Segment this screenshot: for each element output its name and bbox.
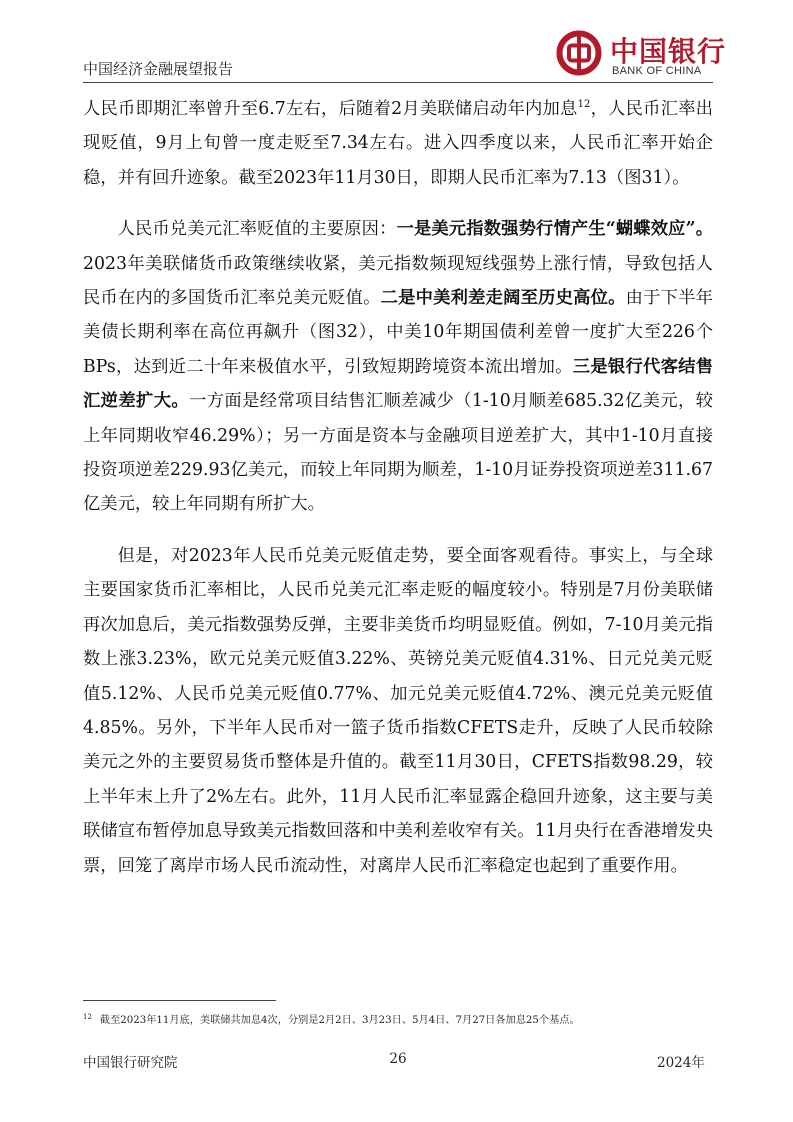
bold-key-point: 三是银行代客结售汇逆差扩大。: [83, 356, 713, 412]
page-number: 26: [389, 1051, 407, 1067]
paragraph: [83, 212, 713, 522]
logo-chinese-name: 中国银行: [610, 35, 727, 68]
paragraph: [83, 539, 713, 883]
report-title: 中国经济金融展望报告: [83, 60, 234, 78]
bank-of-china-emblem-icon: [556, 30, 602, 76]
footnote-reference: 12: [577, 99, 591, 111]
logo-english-name: BANK OF CHINA: [612, 65, 702, 77]
footnote: [83, 1011, 723, 1026]
text-segment: 人民币即期汇率曾升至6.7左右，后随着2月美联储启动年内加息: [83, 99, 578, 119]
footnote-divider: [83, 1000, 276, 1001]
text-segment: ，人民币汇率出现贬值，9月上旬曾一度走贬至7.34左右。进入四季度以来，人民币汇率开始企稳，并有回升迹象。截至2023年11月30日，即期人民币汇率为7.13（图31）。: [83, 99, 713, 188]
footnote-text: 截至2023年11月底，美联储共加息4次，分别是2月2日、3月23日、5月4日、7月27日各加息25个基点。: [99, 1015, 580, 1026]
text-segment: 由于下半年美债长期利率在高位再飙升（图32），中美10年期国债利差曾一度扩大至226个BPs，达到近二十年来极值水平，引致短期跨境资本流出增加。: [83, 288, 713, 377]
bold-key-point: 一是美元指数强势行情产生“蝴蝶效应”。: [396, 219, 713, 240]
text-segment: 但是，对2023年人民币兑美元贬值走势，要全面客观看待。事实上，与全球主要国家货币汇率相比，人民币兑美元汇率走贬的幅度较小。特别是7月份美联储再次加息后，美元指数强势反弹，主要非美货币均明显贬值。例如，7-10月美元指数上涨3.23%，欧元兑美元贬值3.22%、英镑兑美元贬值4.31%、日元兑美元贬值5.12%、人民币兑美元贬值0.77%、加元兑美元贬值4.72%、澳元兑美元贬值4.85%。另外，下半年人民币对一篮子货币指数CFETS走升，反映了人民币较除美元之外的主要贸易货币整体是升值的。截至11月30日，CFETS指数98.29，较上半年末上升了2%左右。此外，11月人民币汇率显露企稳回升迹象，这主要与美联储宣布暂停加息导致美元指数回落和中美利差收窄有关。11月央行在香港增发央票，回笼了离岸市场人民币流动性，对离岸人民币汇率稳定也起到了重要作用。: [83, 545, 713, 876]
header-divider: [83, 82, 713, 83]
bank-of-china-logo: [556, 28, 727, 80]
text-segment: 人民币兑美元汇率贬值的主要原因：: [117, 219, 397, 240]
body-text: [83, 92, 713, 900]
footnote-number: 12: [83, 1012, 92, 1021]
footer-year: 2024年: [657, 1055, 705, 1071]
bold-key-point: 二是中美利差走阔至历史高位。: [380, 288, 626, 309]
paragraph: [83, 92, 713, 195]
footer-institute: 中国银行研究院: [83, 1055, 178, 1071]
text-segment: 一方面是经常项目结售汇顺差减少（1-10月顺差685.32亿美元，较上年同期收窄46.29%）；另一方面是资本与金融项目逆差扩大，其中1-10月直接投资项逆差229.93亿美元，而较上年同期为顺差，1-10月证券投资项逆差311.67亿美元，较上年同期有所扩大。: [83, 391, 713, 515]
text-segment: 2023年美联储货币政策继续收紧，美元指数频现短线强势上涨行情，导致包括人民币在内的多国货币汇率兑美元贬值。: [83, 253, 713, 309]
